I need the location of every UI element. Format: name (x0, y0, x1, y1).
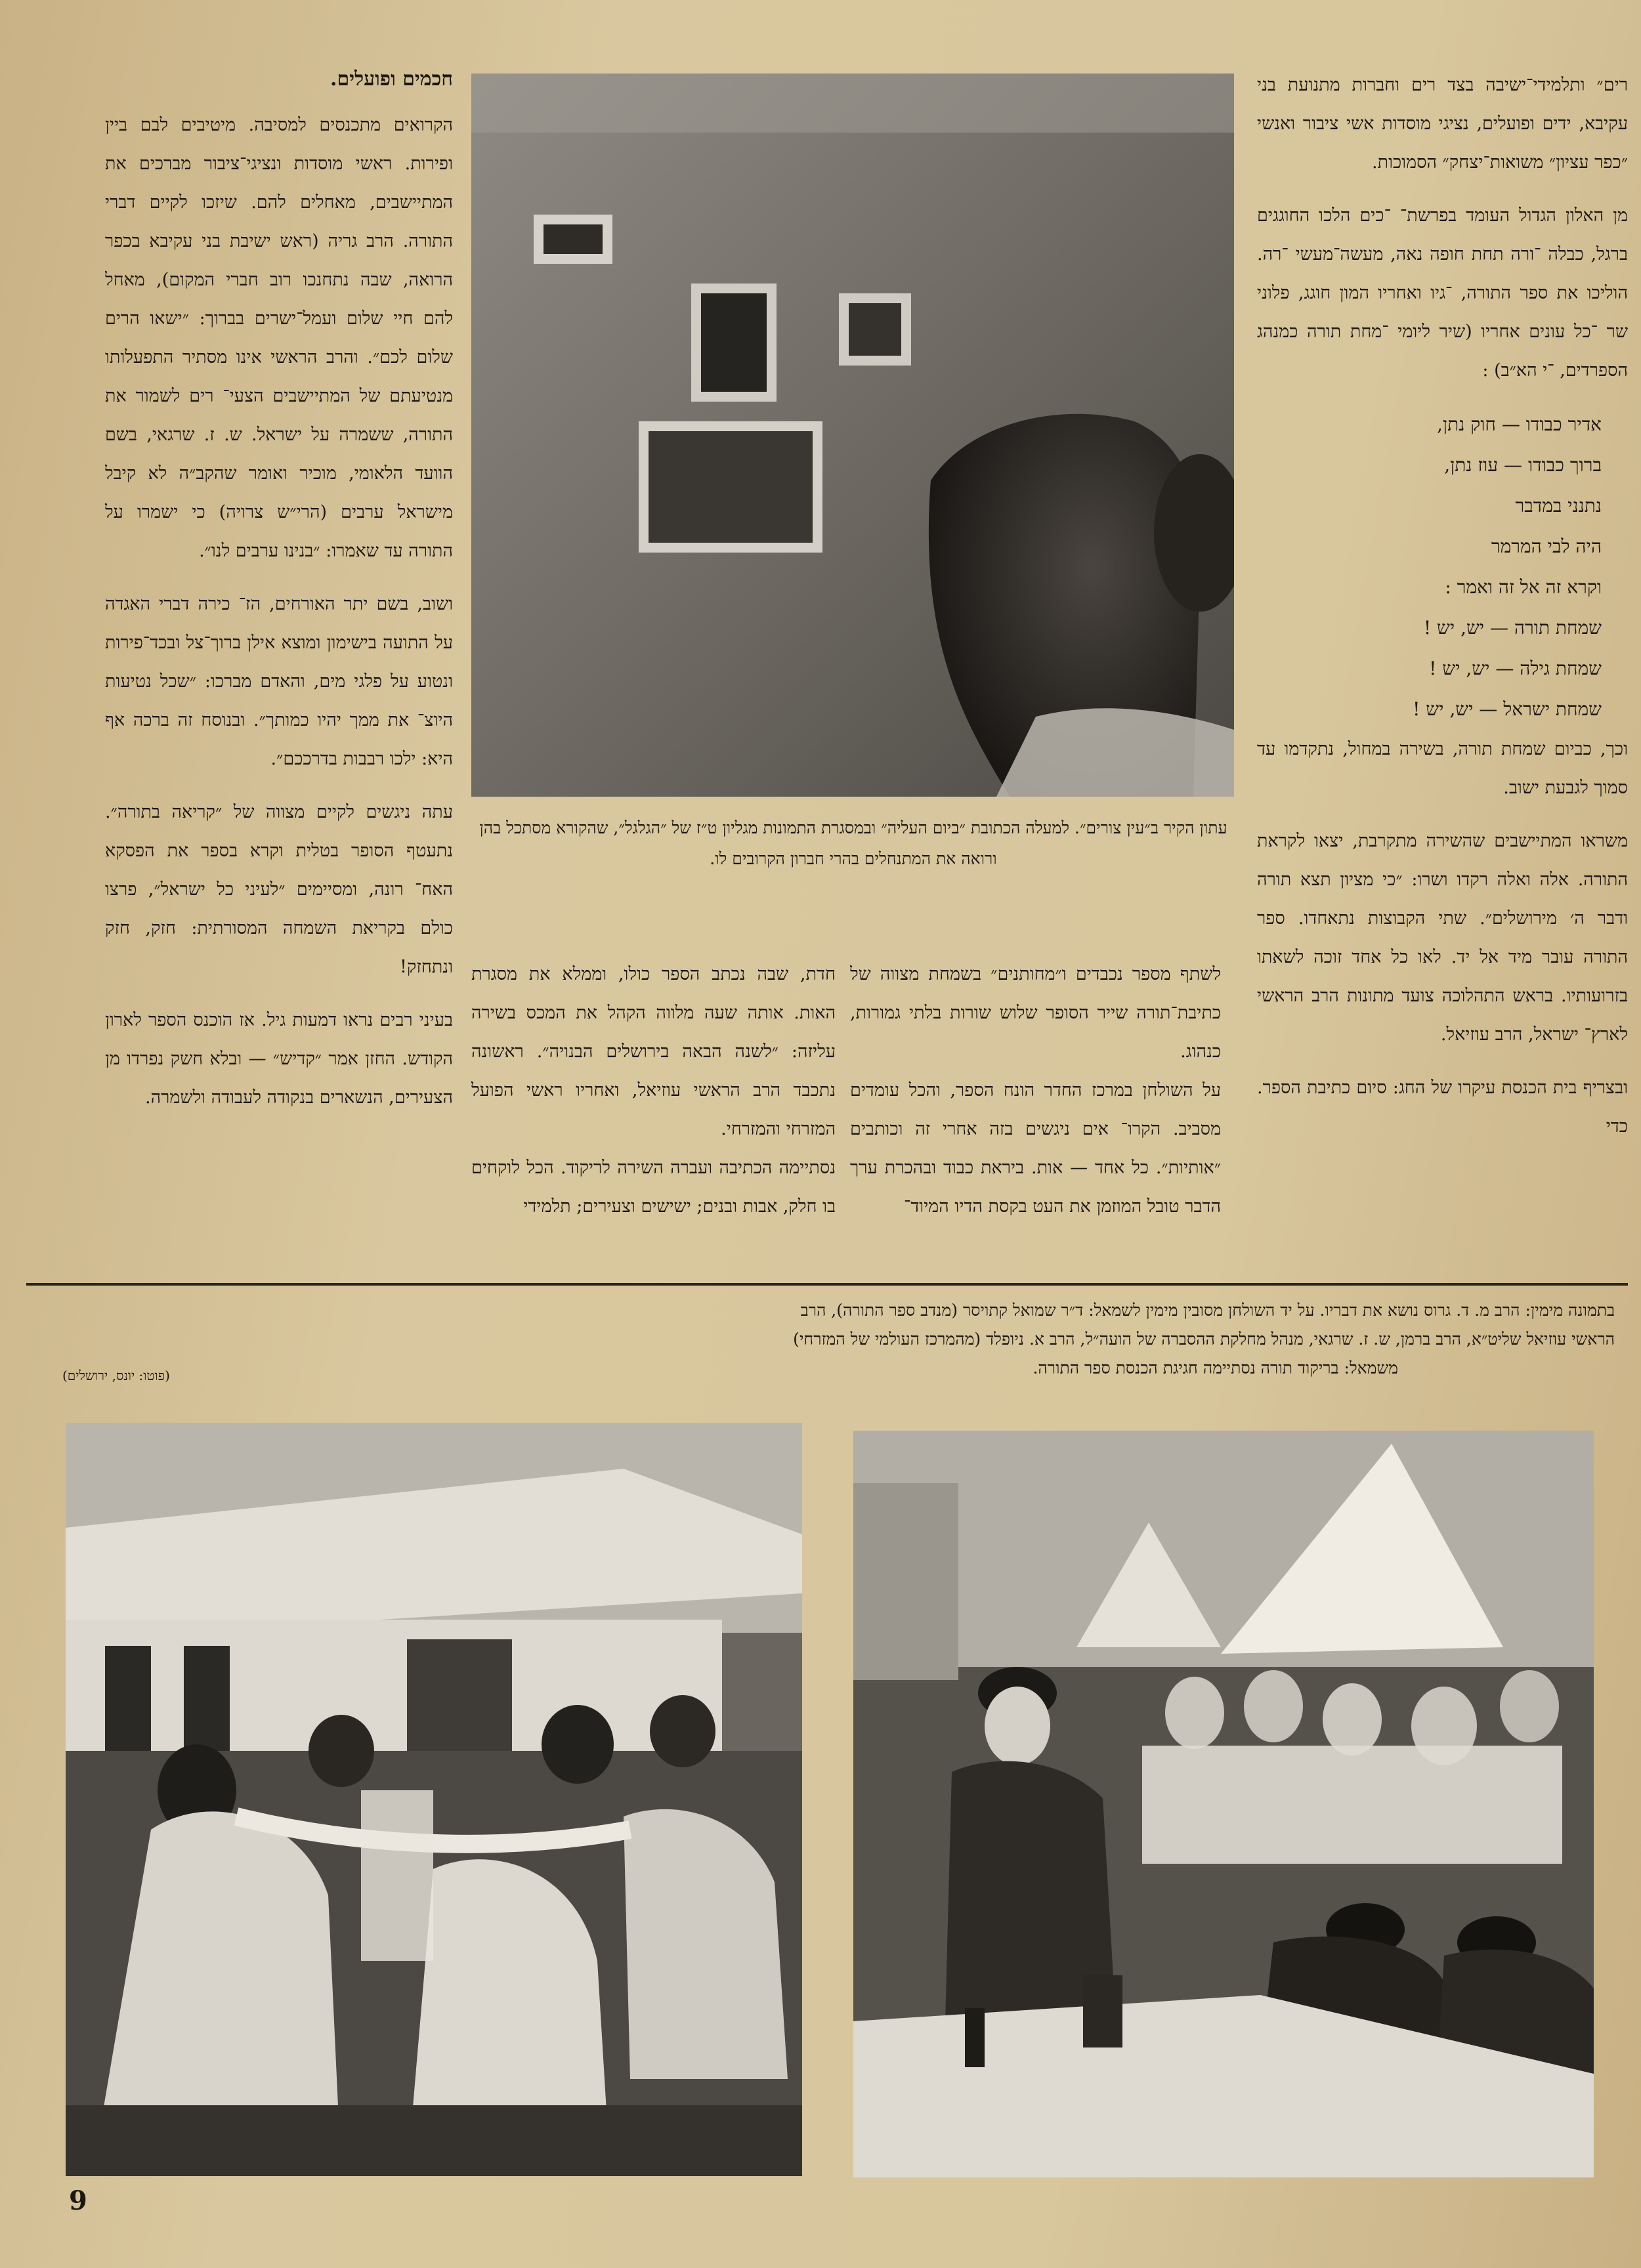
right-text-column (1257, 66, 1628, 1160)
song-line: שמחת תורה — יש, יש ! (1423, 617, 1602, 639)
right-intro-paragraph: רים״ ותלמידי־ישיבה בצד רים וחברות מתנועת בני עקיבא, ידים ופועלים, נציגי מוסדות אשי ציבור ואנשי ״כפר עציון״ משואות־יצחק״ הסמוכות. (1257, 75, 1628, 173)
wall-newspaper-caption: עתון הקיר ב״עין צורים״. למעלה הכתובת ״ביום העליה״ ובמסגרת התמונות מגליון ט״ז של ״הגלגל״, שהקורא מסתכל בהן ורואה את המתנחלים בהרי חברון הקרובים לו. (479, 818, 1227, 868)
wall-newspaper-photo-image (471, 74, 1234, 797)
photo-credit: (פוטו: יונס, ירושלים) (62, 1368, 170, 1383)
left-reading-paragraph: עתה ניגשים לקיים מצווה של ״קריאה בתורה״. נתעטף הסופר בטלית וקרא בספר את הפסקא האח־ רונה, ומסיימים ״לעיני כל ישראל״, פרצו כולם בקריאת השמחה המסורתית: חזק, חזק ונתחזק! (105, 802, 453, 977)
dancing-photo-image (66, 1423, 802, 2176)
page-number: 9 (69, 2185, 87, 2216)
song-line: ברוך כבודו — עוז נתן, (1444, 454, 1602, 476)
right-dance-paragraph: וכך, כביום שמחת תורה, בשירה במחול, נתקדמו עד סמוך לגבעת ישוב. (1257, 739, 1628, 798)
left-legend-paragraph: ושוב, בשם יתר האורחים, הז־ כירה דברי האגדה על התועה בישימון ומוצא אילן ברוך־צל ובכד־פירות ונטוע על פלגי מים, והאדם מברכו: ״שכל נטיעות היוצ־ את ממך יהיו כמותך״. ובנוסח זה ברכה אף היא: ילכו רבבות בדרככם״. (105, 594, 453, 769)
bottom-caption-line: משמאל: בריקוד תורה נסתיימה חגיגת הכנסת ספר התורה. (1033, 1358, 1398, 1377)
wall-newspaper-photo (471, 74, 1234, 797)
song-line: שמחת ישראל — יש, יש ! (1413, 698, 1602, 720)
section-heading: חכמים ופועלים. (330, 68, 453, 91)
song-line: היה לבי המרמר (1491, 536, 1602, 557)
tent-gathering-photo (853, 1431, 1594, 2177)
song-line: נתנני במדבר (1515, 495, 1602, 516)
dancing-photo (66, 1423, 802, 2176)
middle-left-text-column: חדת, שבה נכתב הספר כולו, וממלא את מסגרת האות. אותה שעה מלווה הקהל את המכס בשירה עליזה: ״לשנה הבאה בירושלים הבנויה״. ראשונה נתכבד הרב הראשי עוזיאל, ואחריו ראשי הפועל המזרחי והמזרחי. נסתיימה הכתיבה ועברה השירה לריקוד. הכל לוקחים בו חלק, אבות ובנים; ישישים וצעירים; תלמידי (471, 964, 836, 1217)
song-verses (1257, 404, 1628, 730)
left-party-paragraph: הקרואים מתכנסים למסיבה. מיטיבים לבם ביין ופירות. ראשי מוסדות ונציגי־ציבור מברכים את המתיישבים, מאחלים להם. שיזכו לקיים דברי התורה. הרב גריה (ראש ישיבת בני עקיבא בכפר הרואה, שבה נתחנכו רוב חברי המקום), מאחל להם חיי שלום ועמל־ישרים בברוך: ״ישאו הרים שלום לכם״. והרב הראשי אינו מסתיר התפעלותו מנטיעתם של המתיישבים הצעי־ רים לשמור את התורה, ששמרה על ישראל. ש. ז. שרגאי, בשם הוועד הלאומי, מוכיר ואומר שהקב״ה לא קיבל מישראל ערבים (הרי״ש צרויה) כי ישמרו על התורה עד שאמרו: ״בנינו ערבים לנו״. (105, 115, 453, 561)
right-procession-paragraph: מן האלון הגדול העומד בפרשת־ ־כים הלכו החוגגים ברגל, כבלה ־ורה תחת חופה נאה, מעשה־מעשי ־רה. הוליכו את ספר התורה, ־גיו ואחריו המון חוגג, פלוני שר ־כל עונים אחריו (שיר ליומי ־מחת תורה כמנהג הספרדים, ־י הא״ב) : (1257, 205, 1628, 381)
left-closing-paragraph: בעיני רבים נראו דמעות גיל. אז הוכנס הספר לארון הקודש. החזן אמר ״קדיש״ — ובלא חשק נפרדו מן הצעירים, הנשארים בנקודה לעבודה ולשמרה. (105, 1010, 453, 1108)
section-divider (26, 1283, 1628, 1286)
bottom-caption-line: בתמונה מימין: הרב מ. ד. גרוס נושא את דבריו. על יד השולחן מסובין מימין לשמאל: ד״ר שמואל קתויסר (מנדב ספר התורה), הרב (800, 1301, 1615, 1320)
song-line: שמחת גילה — יש, יש ! (1429, 658, 1602, 679)
song-line: וקרא זה אל זה ואמר : (1445, 576, 1602, 598)
left-text-column (105, 62, 453, 1131)
bottom-caption-line: הראשי עוזיאל שליט״א, הרב ברמן, ש. ז. שרגאי, מנהל מחלקת ההסברה של הועה״ל, הרב א. ניופלד (מהמרכז העולמי של המזרחי) (793, 1330, 1615, 1349)
right-synagogue-paragraph: ובצריף בית הכנסת עיקרו של החג: סיום כתיבת הספר. כדי (1257, 1078, 1628, 1137)
tent-gathering-photo-image (853, 1431, 1594, 2177)
middle-right-text-column: לשתף מספר נכבדים ו״מחותנים״ בשמחת מצווה של כתיבת־תורה שייר הסופר שלוש שורות בלתי גמורות, כנהוג. על השולחן במרכז החדר הונח הספר, והכל עומדים מסביב. הקרו־ אים ניגשים בזה אחרי זה וכותבים ״אותיות״. כל אחד — אות. ביראת כבוד ובהכרת ערך הדבר טובל המוזמן את העט בקסת הדיו המיוד־ (850, 964, 1221, 1217)
bottom-photos-caption (39, 1296, 1615, 1383)
right-settlers-paragraph: משראו המתיישבים שהשירה מתקרבת, יצאו לקראת התורה. אלה ואלה רקדו ושרו: ״כי מציון תצא תורה ודבר ה׳ מירושלים״. שתי הקבוצות נתאחדו. ספר התורה עובר מיד אל יד. לאו כל אחד זוכה לשאתו בזרועותיו. בראש התהלוכה צועד מתונות הרב הראשי לארץ־ ישראל, הרב עוזיאל. (1257, 831, 1628, 1045)
song-line: אדיר כבודו — חוק נתן, (1437, 413, 1602, 435)
